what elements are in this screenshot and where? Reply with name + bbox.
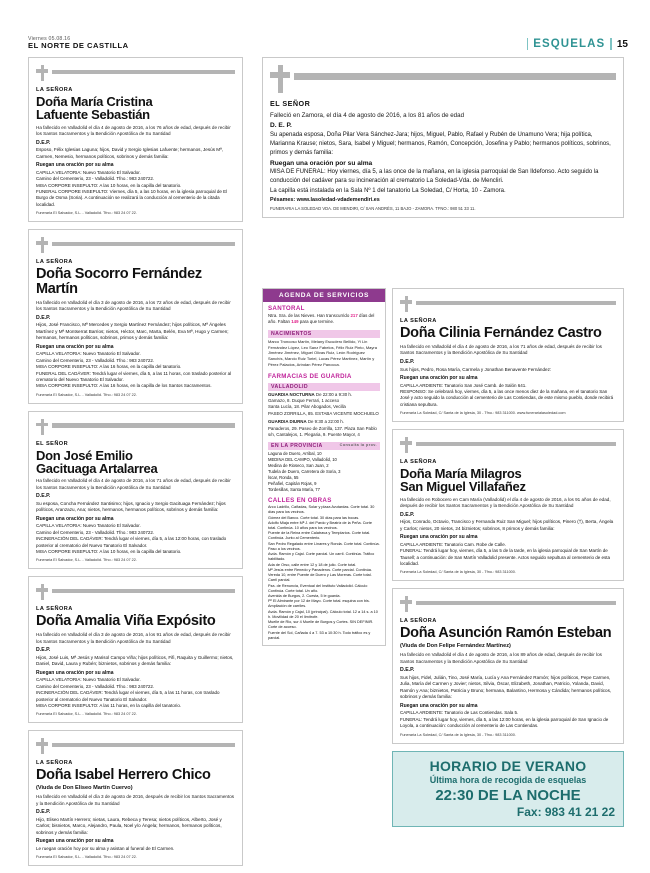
services-agenda-panel [262,288,386,646]
service-details [400,710,616,729]
service-line: FUNERAL: Tendrá lugar hoy, viernes, día 5, a las 5 de la tarde, en la iglesia parroquial de San Martín de Tausell; a continuación: de San Martín Valladolid presente. Actos seguido sepultura al cementerio de esta localidad. [400,548,611,566]
deceased-name: Doña Isabel Herrero Chico [36,767,211,784]
cross-icon [400,296,412,312]
service-line: MISA DE FUNERAL: Hoy viernes, día 5, a las once de la mañana, en la iglesia parroquial de San Ildefonso. Acto seguido la conducción del cadáver para su incineración al crematorio La Soledad-Vda. de Mencliri. [270,169,599,185]
day-pharmacy-list: Panaderos, 29. Paseo de Zorrilla, 137. Plaza San Pablo s/n, Cantalejos, 1. Plegaria, 9. Puente Mayor, 4 [268,425,377,437]
service-line: Santa Lucía, 18. Pilar Abogados, Vecilla [268,404,346,410]
funeral-home-footer: FUNERARIA LA SOLEDAD VDA. DE MENDIRI, C/ SAN ANDRÉS, 11 BAJO - ZAMORA. TFNO.: 980 51 33 11. [270,206,476,212]
cross-icon [36,237,48,253]
featured-obituary-column [262,57,624,225]
service-details [270,168,616,195]
prayer-request: Ruegan una oración por su alma [36,162,114,169]
obituary-kicker: LA SEÑORA [400,459,437,466]
prayer-request: Ruegan una oración por su alma [400,375,478,382]
header-rule [52,743,235,748]
province-pharmacy-row: MEDINA DEL CAMPO, Valladolid, 10 [268,457,337,463]
service-line: MISA CORPORE INSEPULTO: A las 10 horas, en la capilla del tanatorio. [36,182,182,188]
roadworks-row: Pº El Almirante por 12 de Mayo. Corte total. esquina con bis. Ampliación de carriles. [268,599,370,609]
service-line: La capilla está instalada en la Sala Nº 1 del tanatorio La Soledad, C/ Horta, 10 - Zamora. [270,187,506,194]
header-rule [52,589,235,594]
death-notice-lede: Ha fallecido en Valladolid el día 3 de agosto de 2016, después de recibir los Santos Sacramentos y la Bendición Apostólica de Su Santidad [36,793,235,806]
rest-in-peace-label: D.E.P. [36,809,51,816]
service-line: Camino del Cementerio, 23 - Valladolid. Tfno.: 983 240722. [36,683,155,689]
family-list: Hijos, José Francisco, Mª Mercedes y Sergio Martínez Fernández; hijos políticos, Mª Ángeles Martínez y Mª Montserrat Barrios; nietos, Héctor, Marc, Marta, Belén, Eva Mª, Hugo y Carmen; hermanos, hermanos políticos, sobrinos, primos y demás familia: [36,322,229,341]
cross-icon [270,65,290,93]
rest-in-peace-label: D.E.P. [36,314,51,321]
cross-icon [36,584,48,600]
service-line: INCINERACIÓN DEL CADÁVER: Tendrá lugar el viernes, día 5, a las 12:00 horas, con traslado posterior al crematorio del Nuevo Tanatorio El Salvador. [36,536,227,548]
roadworks-row: Avenida de Burgos, 2. Cuesta, 5 le guarda. [268,594,341,599]
funeral-home-footer: Funeraria El Salvador, S.L. - Valladolid. Tfno.: 983 24 07 22. [36,712,137,717]
obituary-kicker: LA SEÑORA [36,87,73,93]
rest-in-peace-label: D.E.P. [36,647,51,654]
obituary-card[interactable] [28,730,243,866]
prayer-request: Ruegan una oración por su alma [400,534,478,541]
obituary-header-ornament [270,65,616,93]
rest-in-peace-label: D.E.P. [36,493,51,500]
obituary-header-ornament [400,296,616,312]
service-line: Camino del Cementerio, 23 - Valladolid. Tfno.: 983 240722. [36,357,155,363]
province-pharmacy-row: Laguna de Duero, Arribal, 10 [268,451,322,457]
deceased-name: Doña María Milagros San Miguel Villafañez [400,466,526,495]
obituary-kicker: EL SEÑOR [270,99,311,108]
service-details [36,170,235,208]
family-list: Sus hijos, Fidel, Julián, Tino, José María, Lucía y Ana Fernández Ramón; hijos políticos, Pepe Carmen, Julia, María del Carmen y Jovier; nietos, Silvia, Óscar, Elizabeth, Jonathan, Patricio, Yolanda, David, Ramón y Ana; biznietos, Patricia y Bruno; hermana, Balantino, Hermosa y Cándida; hermanos políticos, sobrinos y demás familia: [400,674,612,700]
pharmacies-city: VALLADOLID [268,383,380,391]
roadworks-row: Puente de la Reina entre Calatrava y Templarios. Corte total. Continúa. Junto al Cementerio. [268,531,371,541]
cross-icon [400,596,412,612]
service-line: Gamazo, 8. Duque Ferrari, 1 acceso [268,398,340,404]
rest-in-peace-label: D. E. P. [270,122,292,130]
cross-icon [36,738,48,754]
obituary-header-ornament [36,237,235,253]
prayer-request: Ruegan una oración por su alma [400,702,478,709]
left-column [28,57,243,873]
rest-in-peace-label: D.E.P. [400,359,415,366]
funeral-home-footer: Funeraria La Soledad, C/ Santa de la Iglesia, 30 - Tfno.: 983 311000. www.funerarialasoledad.com [400,411,566,416]
obituary-header-ornament [36,65,235,81]
obituary-kicker: LA SEÑORA [36,760,73,767]
roadworks-row: Arco Ladrillo, Cañadas, Solar y plaza Avutardas. Corte total. 30 días para los vecinos. [268,505,375,515]
service-details [36,351,235,389]
service-line: Camino del Cementerio, 23 - Valladolid. Tfno.: 983 240722. [36,176,155,182]
roadworks-row: Avda. Ramón y Cajal. Corte parcial. Un carril. Continúa. Tráfico habilitado. [268,552,375,562]
death-notice-lede: Ha fallecido en Valladolid el día 4 de agosto de 2016, a los 89 años de edad, después de recibir los Santos Sacramentos y la Bendición Apostólica de Su Santidad [400,652,602,664]
family-list: Su apenada esposa, Doña Pilar Vera Sánchez-Jara; hijos, Miguel, Pablo, Rafael y Rubén de Unamuno Vera; hija política, Marianna Krause; nietos, Sara, Isabel y Miguel; hermanos, Ramón, Concepción, Josefina y Pablo; hermanos políticos, sobrinos, primos y demás familia: [270,131,611,156]
summer-schedule-promo [392,751,624,827]
deceased-name: Doña Cilinia Fernández Castro [400,325,602,341]
roadworks-row: Vereda 10, entre Puente de Duero y Las Moreras. Corte total. Carril parcial. [268,573,372,583]
masthead [28,24,628,50]
header-rule [416,442,616,447]
service-line: CAPILLA VELATORIA: Nuevo Tanatorio El Salvador. [36,351,141,357]
death-notice-lede: Ha fallecido en Valladolid el día 3 de agosto de 2016, a los 72 años de edad, después de recibir los Santos Sacramentos y la Bendición Apostólica de Su Santidad [36,299,231,312]
header-rule [52,423,235,428]
roadworks-row: Muelle de Rio, sur 4 Muelle de Burgos y Cortes. SIN DEFINIR. Corte de acceso. [268,620,374,630]
family-list: Sus hijos, Pedro, Rosa María, Carmela y Jonathan Benavente Fernández: [400,366,552,372]
divider-left-icon [527,38,529,50]
masthead-right [527,38,628,50]
service-line: Camino del Cementerio, 23 - Valladolid. Tfno.: 983 240722. [36,529,155,535]
header-rule [416,601,616,606]
roadworks-row: Pza. de Renuncia, Eventual del Instituto Valladolid. Cálculo Continúa. Corte total. Un año. [268,583,368,593]
roadworks-row: Avda. Ramón y Cajal, 10 (principal). Cálculo total. 12 a 14 s. a 10 h. Movilidad de 20 el limítrofe. [268,609,378,619]
divider-right-icon [610,38,612,50]
night-pharmacy-label: GUARDIA NOCTURNA [268,391,315,397]
service-line: MISA CORPORE INSEPULTO: A las 10 horas, en la capilla del tanatorio. [36,548,182,554]
deceased-name: Don José Emilio Gacituaga Artalarrea [36,447,158,476]
right-column [392,288,624,827]
service-line: FUNERAL CORPORE INSEPULTO: Viernes, día 5, a las 10 horas, en la iglesia parroquial de El Burgo de Osma (Soria). A continuación se realizará la conducción al cementerio de la citada localidad. [36,188,228,207]
header-rule [52,242,235,247]
rest-in-peace-label: D.E.P. [400,667,415,674]
service-line: MISA CORPORE INSEPULTO: A las 11 horas, en la capilla del tanatorio. [36,702,182,708]
promo-deadline-time: 22:30 DE LA NOCHE [435,786,581,804]
obituary-kicker: LA SEÑORA [400,618,437,625]
service-line: CAPILLA ARDIENTE: Tanatorio Cam. Robe de Calle. [400,541,506,547]
family-list: Hijos, Conrado, Octavio, Trancisco y Fernanda Ruiz San Miguel; hijos políticos, Pinero (†), Berta, Ángela y Carlos; nietos, 20 nietos, 24 biznietos; sobrinos, 8 primos y demás familia: [400,519,614,531]
prayer-request: Ruegan una oración por su alma [36,343,114,350]
service-line: PASEO ZORRILLA, 85. ESTABA VICENTE MOCHUELO [268,410,379,416]
funeral-home-footer: Funeraria El Salvador, S.L. - Valladolid. Tfno.: 983 24 07 22. [36,211,137,216]
obituary-card[interactable] [392,288,624,422]
deceased-name: Doña Socorro Fernández Martín [36,266,202,297]
obituary-kicker: LA SEÑORA [36,259,73,266]
header-rule [52,70,235,75]
obituary-card[interactable] [28,411,243,570]
obituary-header-ornament [400,596,616,612]
deceased-subtitle: (Viuda de Don Eliseo Martín Cuervo) [36,784,133,791]
roadworks-row: Fuente del Sol, Cañada 4 a 7. 53 a 10:30 h. Todo tráfico es y parcial. [268,630,371,640]
roadworks-row: Mª Jesús entre Renedo y Panaderos. Corte parcial. Continúa. [268,567,372,572]
province-pharmacy-row: Tudela de Duero, Carretera de Soria, 3 [268,469,341,475]
funeral-home-footer: Funeraria La Soledad, C/ Santa de la Iglesia, 30 - Tfno.: 983 311000. [400,570,516,575]
family-list: Hijos, José Luis, Mª Jesús y Marisol Campo Viña; hijos políticos, Fifi, Raquita y Guillermo; nietos, Daniel, David, Laura y Rubén; biznietos, sobrinos y demás familia: [36,654,234,667]
obituary-card[interactable] [28,57,243,222]
province-pharmacy-row: Tordesillas, Santa María, 77 [268,487,320,493]
service-line: CAPILLA VELATORIA: Nuevo Tanatorio El Salvador. [36,523,141,529]
province-heading: EN LA PROVINCIA Consulta la prov. [268,442,380,450]
deceased-name: Doña Amalia Viña Expósito [36,613,216,630]
obituary-kicker: EL SEÑOR [36,440,69,447]
family-list: Su esposa, Concha Fernández Santisimo; hijos, Ignacio y Sergio Gacituaga Fernández; hijos políticos, Aranzazu, Ana; nietos, hermanos, hermanos políticos, sobrinos y demás familia: [36,500,226,513]
family-list: Esposo, Félix Iglesias Laguna; hijos, David y Sergio Iglesias Lafuente; hermanos, Jesús Mª, Carmen, Nemesio, hermanos políticos, sobrinos y demás familia: [36,147,224,159]
births-heading: NACIMIENTOS [268,330,380,338]
obituary-kicker: LA SEÑORA [400,318,437,324]
santoral-text: Ntra. Sra. de las Nieves. Han transcurrido 217 días del año. Faltan 149 para que termine. [268,313,375,325]
header-rule [416,301,616,306]
obituary-card[interactable] [392,588,624,743]
service-line: CAPILLA ARDIENTE: Tanatorio San José Camb. de Salón 641. [400,382,527,388]
service-line: INCINERACIÓN DEL CADÁVER: Tendrá lugar el viernes, día 5, a las 11 horas, con traslado posterior al crematorio del Nuevo Tanatorio El Salvador. [36,690,220,702]
section-title: ESQUELAS [533,38,606,50]
rest-in-peace-label: D.E.P. [36,139,51,146]
promo-headline: HORARIO DE VERANO [429,757,587,774]
condolences-url[interactable]: Pésames: www.lasoledad-vdademendiri.es [270,197,380,204]
service-details [36,677,235,709]
service-line: MISA CORPORE INSEPULTO: A las 16 horas, en la capilla de los Santos Sacramentos. [36,383,212,389]
service-details [400,542,616,568]
masthead-left [28,37,129,50]
days-remaining: 149 [291,319,299,325]
rest-in-peace-label: D.E.P. [400,511,415,518]
prayer-request: Ruegan una oración por su alma [36,838,114,845]
obituary-header-ornament [400,437,616,453]
obituary-card[interactable] [262,57,624,218]
family-list: Hijo, Eliseo Martín Herrero; nietas, Laura, Rebeca y Teresa; nietos políticos, Alberto, José y Carlos; bisnietos, Marco, Alejandro, Paula, Noel y/o Ángela; hermanos, hermanos políticos, sobrinos y demás familia: [36,816,222,835]
agenda-title: AGENDA DE SERVICIOS [263,289,385,302]
promo-fax-number: Fax: 983 41 21 22 [516,804,615,819]
roadworks-row: Ada de Orso, calle entre 12 y 18 de julio. Corte total. [268,562,357,567]
province-note: Consulta la prov. [339,443,377,448]
funeral-home-footer: Funeraria El Salvador, S.L. - Valladolid. Tfno.: 983 24 07 22. [36,558,137,563]
death-notice-lede: Ha fallecido en Valladolid el día 4 de agosto de 2016, a los 71 años de edad, después de recibir los Santos Sacramentos y la Bendición Apostólica de Su Santidad [36,478,231,490]
service-line: CAPILLA ARDIENTE: Tanatorio de Las Contiendas. Sala 5. [400,710,519,716]
promo-subline: Última hora de recogida de esquelas [429,774,587,785]
masthead-date: Viernes 05.08.16 [28,35,71,42]
obituary-header-ornament [36,584,235,600]
prayer-request: Ruegan una oración por su alma [36,669,114,676]
service-line: CAPILLA VELATORIA: Nuevo Tanatorio El Salvador. [36,677,141,683]
service-line: Le ruegan oración hoy por su alma y asistan al funeral de El Carmen. [36,845,175,851]
prayer-request: Ruegan una oración por su alma [270,159,373,167]
province-pharmacy-row: Peñafiel, Capitán Rojas, 9 [268,481,317,487]
funeral-home-footer: Funeraria El Salvador, S.L. - Valladolid. Tfno.: 983 24 07 22. [36,855,137,860]
births-list: Marco Troncoso Martín, Melany Escudero Bellido, Yi Lin Fernández López, Leo Sanz Fabelos, Félix Ruiz Pinto, Mayra Jiménez Jiménez, Miguel Olivas Ruiz, León Rodríguez Sanchís, Marcio Ruiz Toriel, Lucas Pérez Martínez, Martín y Pérez Palacios, Arindan Pérez Panocca. [268,338,377,367]
cross-icon [400,437,412,453]
page-number: 15 [616,38,628,50]
service-line: CAPILLA VELATORIA: Nuevo Tanatorio El Salvador. [36,169,141,175]
obituary-card[interactable] [28,576,243,723]
province-pharmacy-row: Íscar, Ronda, 55 [268,475,299,481]
obituary-header-ornament [36,738,235,754]
deceased-name: Doña María Cristina Lafuente Sebastián [36,94,153,123]
day-pharmacy-block: GUARDIA DIURNA De 9:30 a 22:00 h. Panaderos, 29. Paseo de Zorrilla, 137. Plaza San Pablo s/n, Cantalejos, 1. Plegaria, 9. Puente Mayor, 4 [263,419,385,440]
death-notice-lede: Ha fallecido en Robocero en Cam María (Valladolid) el día 4 de agosto de 2016, a los 91 años de edad, después de recibir los Santos Sacramentos y la Bendición Apostólica de Su Santidad [400,496,611,509]
prayer-request: Ruegan una oración por su alma [36,515,114,522]
service-line: FUNERAL: Tendrá lugar hoy, viernes, día 5, a las 12:00 horas, en la iglesia parroquial de San Ignacio de Loyola, a continuación: conducción al cementerio de Las Contiendas. [400,716,609,729]
agenda-column [262,288,386,646]
day-pharmacy-label: GUARDIA DIURNA [268,419,307,425]
roadworks-row: Adolfo Miaja entre Mª J. del Pardo y Beatriz de la Peña. Corte total. Continúa. 10 años para los vecinos. [268,520,372,530]
obituary-kicker: LA SEÑORA [36,606,73,613]
province-pharmacy-row: Medina de Rioseco, San Juan, 2 [268,463,329,469]
obituary-header-ornament [36,419,235,435]
obituary-card[interactable] [28,229,243,404]
death-notice-lede: Ha fallecido en Valladolid el día 4 de agosto de 2016, a los 76 años de edad, después de recibir los Santos Sacramentos y la Bendición Apostólica de Su Santidad [36,124,231,137]
masthead-paper-title: EL NORTE DE CASTILLA [28,41,129,51]
header-rule [294,73,616,80]
service-line: MISA CORPORE INSEPULTO: A las 16 horas, en la capilla del tanatorio. [36,364,182,370]
death-notice-lede: Falleció en Zamora, el día 4 de agosto de 2016, a los 81 años de edad [270,112,465,119]
deceased-name: Doña Asunción Ramón Esteban [400,625,612,642]
service-details [400,383,616,409]
death-notice-lede: Ha fallecido en Valladolid el día 3 de agosto de 2016, a los 91 años de edad, después de recibir los Santos Sacramentos y la Bendición Apostólica de Su Santidad [36,632,231,644]
service-line: RESPONSO: Se celebrará hoy, viernes, día 5, a las once menos diez de la mañana, en el tanatorio San José y acto seguido la conducción al cementerio de Las Contiendas, de este mismo pueblo, donde recibirá cristiana sepultura. [400,388,614,407]
roadworks-row: Gómez del Banco. Corte total. 30 días para las bocas. [268,515,360,520]
santoral-heading: SANTORAL [268,305,305,312]
roadworks-heading: CALLES EN OBRAS [268,497,332,505]
obituary-card[interactable] [392,429,624,581]
service-details [36,523,235,555]
service-details [36,846,235,852]
days-elapsed: 217 [350,313,358,318]
night-pharmacy-block: GUARDIA NOCTURNA De 22:00 a 9:30 h. Gamazo, 8. Duque Ferrari, 1 acceso Santa Lucía, 18. Pilar Abogados, Vecilla PASEO ZORRILLA, 85. ESTABA VICENTE MOCHUELO [268,391,379,416]
funeral-home-footer: Funeraria El Salvador, S.L. - Valladolid. Tfno.: 983 24 07 22. [36,392,137,397]
service-line: FUNERAL DEL CADÁVER: Tendrá lugar el viernes, día 5, a las 11 horas, con traslado posterior al crematorio del Nuevo Tanatorio El Salvador. [36,370,232,382]
death-notice-lede: Ha fallecido en Valladolid el día 4 de agosto de 2016, a los 71 años de edad, después de recibir los Santos Sacramentos y la Bendición Apostólica de Su Santidad [400,343,602,356]
pharmacies-heading: FARMACIAS DE GUARDIA [268,372,352,380]
cross-icon [36,65,48,81]
funeral-home-footer: Funeraria La Soledad, C/ Santa de la Iglesia, 30 - Tfno.: 983 311000. [400,732,516,737]
roadworks-row: San Pedro Regalado entre Linares y Ronda. Corte total. Continúa. Paso a los vecinos. [268,541,380,551]
cross-icon [36,419,48,435]
deceased-subtitle: (Viuda de Don Felipe Fernández Martínez) [400,643,511,650]
